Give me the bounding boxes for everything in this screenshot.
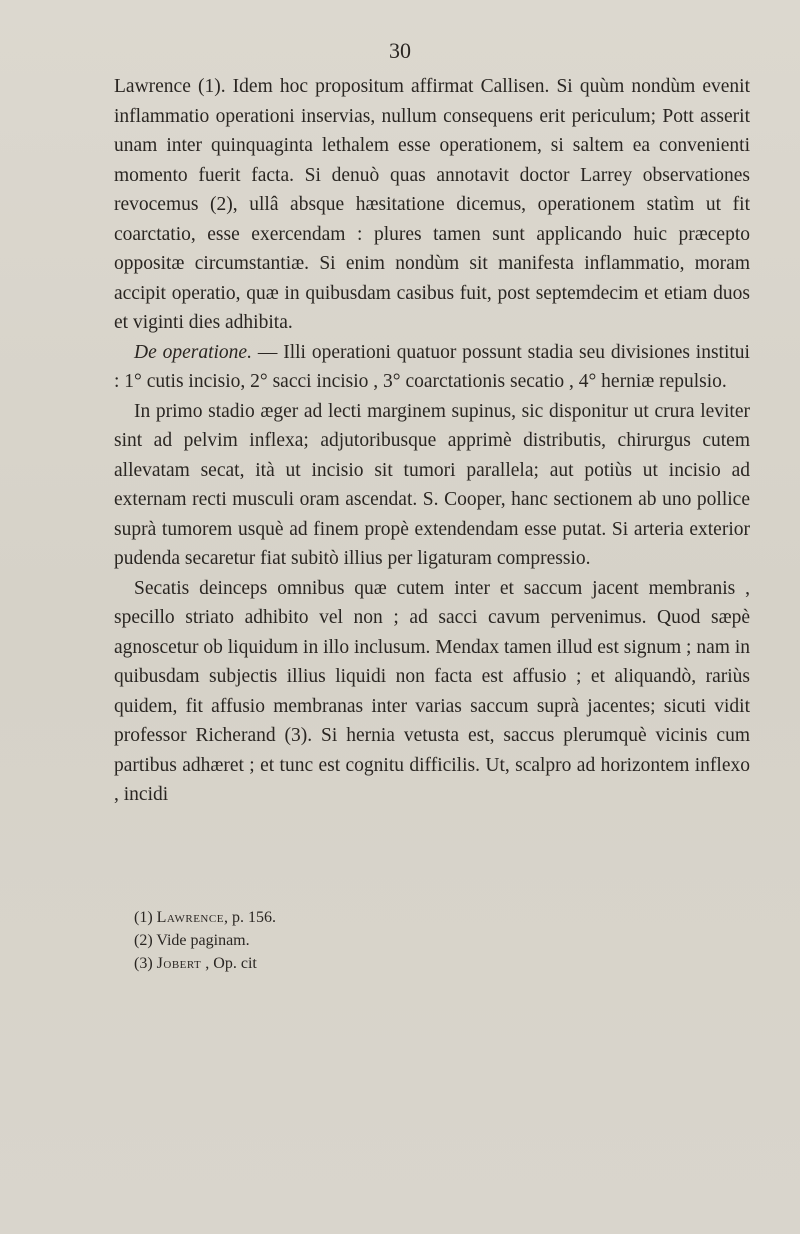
- paragraph: [114, 338, 750, 397]
- footnote: [134, 929, 634, 952]
- footnote-text: , Op. cit: [201, 955, 257, 972]
- footnote-text: , p. 156.: [223, 909, 276, 926]
- footnotes: [134, 906, 634, 975]
- footnote-text: Vide paginam.: [156, 932, 250, 949]
- footnote-author: Lawrence: [156, 909, 224, 926]
- footnote-mark: (1): [134, 909, 153, 926]
- body-text: [114, 72, 750, 810]
- paragraph: Lawrence (1). Idem hoc propositum affirmat Callisen. Si quùm nondùm evenit inflammatio operationi inservias, nullum consequens erit periculum; Pott asserit unam inter quinquaginta lethalem esse operationem, si saltem ea convenienti momento fuerit facta. Si denuò quas annotavit doctor Larrey observationes revocemus (2), ullâ absque hæsitatione dicemus, operationem statìm ut fit coarctatio, esse exercendam : plures tamen sunt applicando huic præcepto oppositæ circumstantiæ. Si enim nondùm sit manifesta inflammatio, moram accipit operatio, quæ in quibusdam casibus fuit, post septemdecim et etiam duos et viginti dies adhibita.: [114, 76, 750, 333]
- paragraph: In primo stadio æger ad lecti marginem supinus, sic disponitur ut crura leviter sint ad pelvim inflexa; adjutoribusque apprimè distributis, chirurgus cutem allevatam secat, ità ut incisio sit tumori parallela; aut potiùs ut incisio ad externam recti musculi oram ascendat. S. Cooper, hanc sectionem ab uno pollice suprà tumorem usquè ad finem propè extendendam esse putat. Si arteria exterior pudenda secaretur fiat subitò illius per ligaturam compressio.: [114, 400, 750, 569]
- footnote-author: Jobert: [156, 955, 202, 972]
- paragraph-text: — Illi operationi quatuor possunt stadia seu divisiones institui : 1° cutis incisio, 2° sacci incisio , 3° coarctationis secatio , 4° herniæ repulsio.: [114, 341, 750, 392]
- footnote: [134, 906, 634, 929]
- paragraph: Secatis deinceps omnibus quæ cutem inter et saccum jacent membranis , specillo striato adhibito vel non ; ad sacci cavum pervenimus. Quod sæpè agnoscetur ob liquidum in illo inclusum. Mendax tamen illud est signum ; nam in quibusdam subjectis illius liquidi non facta est affusio ; et aliquandò, rariùs quidem, fit affusio membranas inter varias saccum suprà jacentes; sicuti vidit professor Richerand (3). Si hernia vetusta est, saccus plerumquè vicinis cum partibus adhæret ; et tunc est cognitu difficilis. Ut, scalpro ad horizontem inflexo , incidi: [114, 577, 750, 805]
- footnote-mark: (2): [134, 932, 153, 949]
- section-heading: De operatione.: [134, 341, 252, 363]
- page-number: 30: [389, 38, 411, 63]
- footnote-mark: (3): [134, 955, 153, 972]
- footnote: [134, 952, 634, 975]
